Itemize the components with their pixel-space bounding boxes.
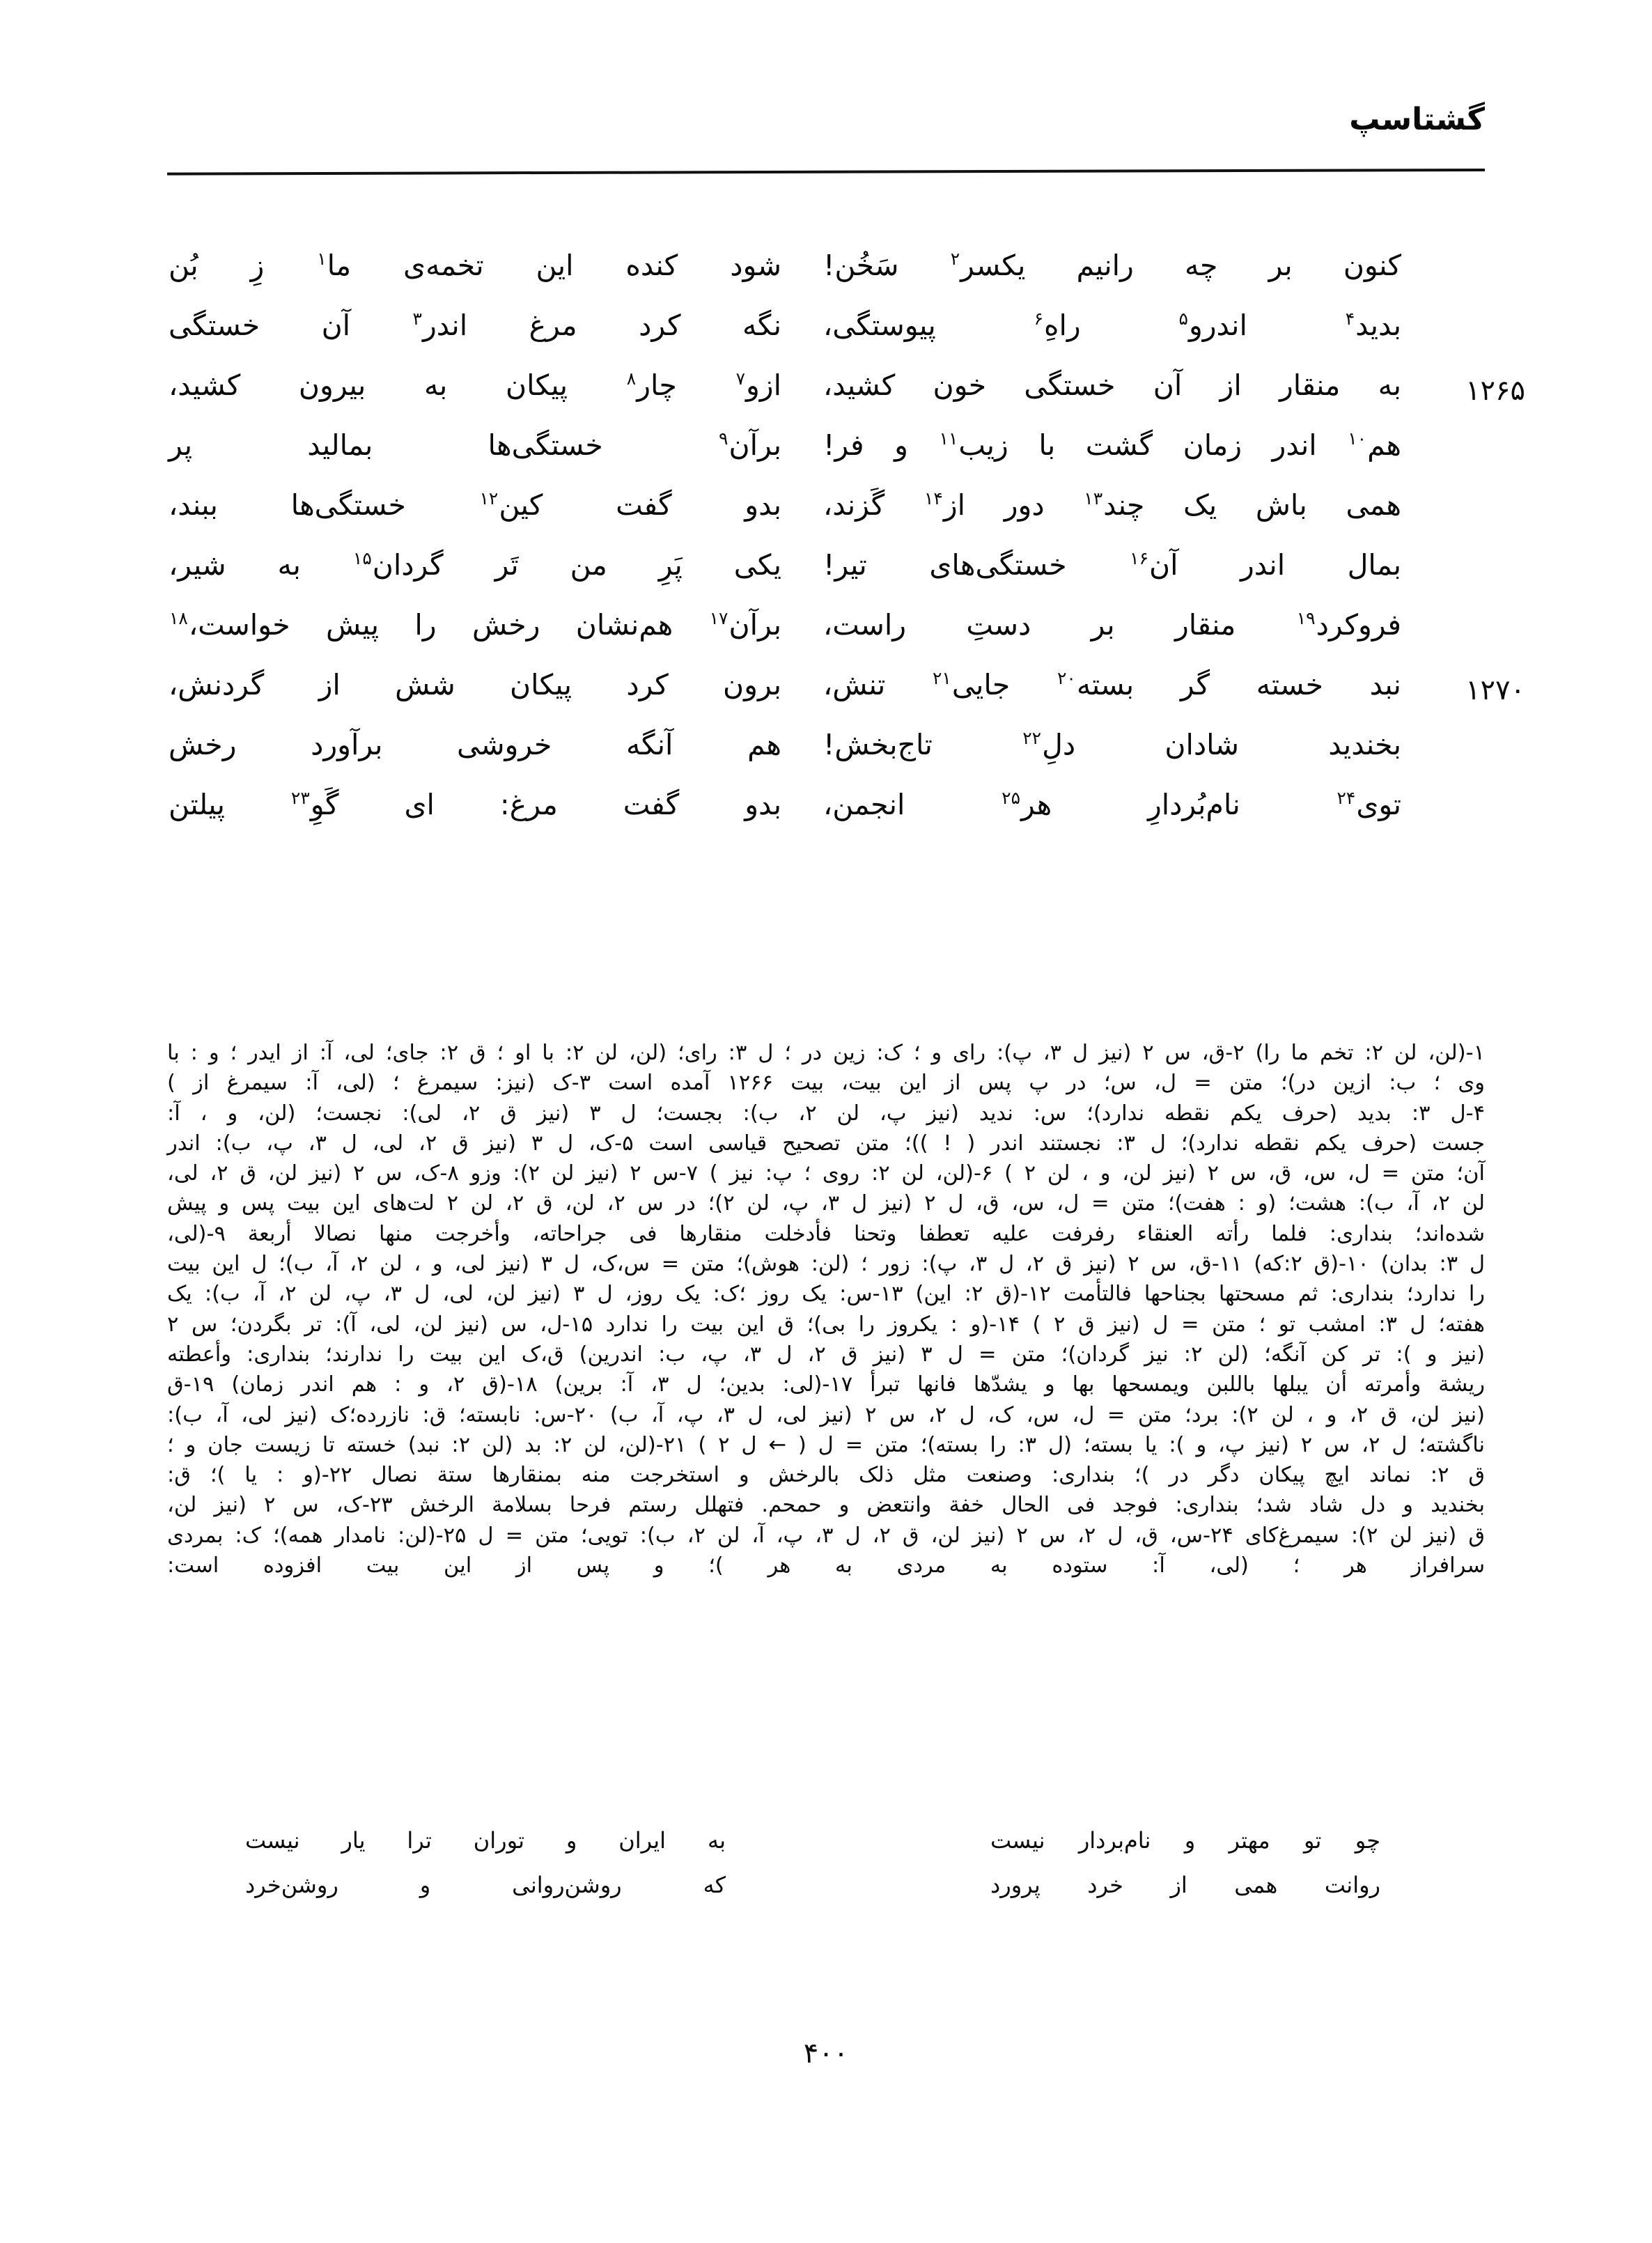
page-header <box>167 104 1485 181</box>
footnote-marker: ۴ <box>1345 309 1355 329</box>
verse-block <box>167 249 1525 850</box>
hemistich-text: بدو گفت مرغ: ای گَوِ <box>310 788 781 821</box>
footnote-marker: ۱۹ <box>1296 608 1316 629</box>
appended-hemistich-right: که روشن‌روانی و روشن‌خرد <box>245 1872 726 1898</box>
verse-row <box>167 430 1485 490</box>
verse-row <box>167 368 1525 430</box>
footnote-marker: ۲۵ <box>1002 788 1020 809</box>
hemistich-text: بدید <box>1355 309 1401 342</box>
hemistich-text: کنون بر چه رانیم یکسر <box>960 249 1402 282</box>
hemistich-right <box>169 251 781 281</box>
footnote-marker: ۹ <box>719 428 728 449</box>
page-number: ۴۰۰ <box>803 2038 849 2070</box>
footnote-marker: ۱۲ <box>479 488 499 509</box>
hemistich-left <box>823 610 1401 640</box>
hemistich-text: بخندید شادان دلِ <box>1042 728 1401 761</box>
footnote-marker: ۵ <box>1178 309 1188 329</box>
footnote-marker: ۱۸ <box>169 608 188 629</box>
hemistich-left <box>823 730 1401 760</box>
footnote-marker: ۱۳ <box>1084 488 1103 509</box>
footnote-marker: ۲۳ <box>290 788 310 809</box>
hemistich-mid: راهِ <box>1044 309 1178 342</box>
verse-row <box>167 550 1485 610</box>
hemistich-mid: چار <box>637 368 735 402</box>
hemistich-text: شود کنده این تخمه‌ی ما <box>327 249 781 282</box>
verse-number: ۱۲۶۵ <box>1465 375 1525 407</box>
apparatus-line: ل ۳: بدان) ۱۰-(ق ۲:که) ۱۱-ق، س ۲ (نیز ق ۲، ل ۳، پ): زور ؛ (لن: هوش)؛ متن = س،ک، ل ۳ (نیز لی، و ، لن ۲، آ، ب)؛ ل این بیت <box>167 1252 1486 1277</box>
hemistich-text: همی باش یک چند <box>1103 488 1401 522</box>
verse-row <box>167 311 1485 371</box>
apparatus-line: لن ۲، آ، ب): هشت؛ (و : هفت)؛ متن = ل، س، ق، ل ۲ (نیز ل ۳، پ، لن ۲)؛ در س ۲، لن، ق ۲، لن ۲ لت‌های این بیت پس و پیش <box>167 1191 1486 1216</box>
hemistich-left <box>823 490 1401 520</box>
footnote-marker: ۱۶ <box>1130 548 1148 569</box>
footnote-marker: ۲۲ <box>1022 728 1042 749</box>
verse-row <box>167 668 1525 730</box>
verse-row <box>167 490 1485 550</box>
hemistich-text: ازو <box>746 368 781 402</box>
footnote-marker: ۱۴ <box>924 488 943 509</box>
apparatus-line: هفته؛ ل ۳: امشب تو ؛ متن = ل (نیز ق ۲ ) ۱۴-(و : یکروز را بی)؛ ق این بیت را ندارد ۱۵-ل، س (نیز لن، لی، آ): تر بگردن؛ س ۲ <box>167 1312 1485 1337</box>
apparatus-line: بخندید و دل شاد شد؛ بنداری: فوجد فی الحال خفة وانتعض و حمحم. فتهلل رستم فرحا بسلامة الرخش ۲۳-ک، س ۲ (نیز لن، <box>167 1493 1485 1518</box>
footnote-marker: ۲۴ <box>1337 788 1356 809</box>
footnote-marker: ۲ <box>950 249 960 270</box>
hemistich-left <box>823 311 1401 341</box>
footnote-marker: ۷ <box>735 368 745 389</box>
hemistich-left <box>823 790 1401 820</box>
hemistich-tail: و فر! <box>823 428 939 462</box>
hemistich-right <box>169 550 781 580</box>
apparatus-line: جست (حرف یکم نقطه ندارد)؛ ل ۳: نجستند اندر ( ! ))؛ متن تصحیح قیاسی است ۵-ک، ل ۳ (نیز ق ۲، لی، ل ۳، پ، ب): اندر <box>167 1131 1486 1156</box>
hemistich-text: توی <box>1356 788 1401 821</box>
hemistich-right <box>169 311 781 341</box>
hemistich-mid: دور از <box>943 488 1084 522</box>
hemistich-mid: هم‌نشان رخش را پیش خواست، <box>188 608 709 642</box>
running-head-title: گشتاسپ <box>1349 102 1485 137</box>
apparatus-line: ۴-ل ۳: بدید (حرف یکم نقطه ندارد)؛ س: ندید (نیز پ، لن ۲، ب): بجست؛ ل ۳ (نیز ق ۲، لی): نجست؛ (لن، و ، آ: <box>167 1101 1486 1126</box>
footnote-marker: ۱۰ <box>1348 428 1367 449</box>
hemistich-mid: اندر زمان گشت با زیب <box>958 428 1348 462</box>
hemistich-tail: تاج‌بخش! <box>823 728 1022 761</box>
hemistich-text: بمال اندر آن <box>1149 548 1401 582</box>
apparatus-line: (نیز لن، ق ۲، و ، لن ۲): برد؛ متن = ل، س، ک، ل ۲، س ۲ (نیز لی، ل ۳، پ، آ، ب) ۲۰-س: نابسته؛ ق: نازرده؛ک (نیز لی، آ، ب): <box>167 1402 1485 1427</box>
hemistich-text: نگه کرد مرغ اندر <box>422 309 781 342</box>
apparatus-line: ق ۲: نماند ایچ پیکان دگر در )؛ بنداری: وصنعت مثل ذلک بالرخش و استخرجت منه بمنقارها ستة نصال ۲۲-(و : یا )؛ ق: <box>167 1463 1485 1488</box>
hemistich-text: به منقار از آن خستگی خون کشید، <box>823 368 1401 402</box>
footnote-marker: ۶ <box>1034 309 1043 329</box>
footnote-marker: ۱۷ <box>709 608 728 629</box>
hemistich-text: برون کرد پیکان شش از گردنش، <box>169 668 781 701</box>
footnote-marker: ۱۵ <box>352 548 372 569</box>
hemistich-tail: پیوستگی، <box>823 309 1034 342</box>
apparatus-line: سرافراز هر ؛ (لی، آ: ستوده به مردی به هر )؛ و پس از این بیت افزوده است: <box>167 1553 1485 1578</box>
apparatus-line: ریشة وأمرته أن یبلها باللبن ویمسحها بها و یشدّها فانها تبرأ ۱۷-(لی: بدین؛ ل ۳، آ: برین) ۱۸-(ق ۲، و : هم اندر زمان) ۱۹-ق <box>167 1372 1486 1397</box>
verse-row <box>167 730 1485 790</box>
hemistich-left <box>823 251 1401 281</box>
verse-row <box>167 610 1485 670</box>
appended-verse-row <box>167 1829 1485 1873</box>
hemistich-right <box>169 490 781 520</box>
hemistich-tail: خستگی‌های تیر! <box>823 548 1130 582</box>
apparatus-line: آن؛ متن = ل، س، ق، س ۲ (نیز لن، و ، لن ۲ ) ۶-(لن، لن ۲: روی ؛ پ: نیز ) ۷-س ۲ (نیز لن ۲): وزو ۸-ک، س ۲ (نیز لن، ق ۲، لی، <box>167 1161 1485 1186</box>
hemistich-text: هم <box>1367 428 1401 462</box>
hemistich-text: یکی پَرِ من تَر گردان <box>372 548 781 582</box>
footnote-marker: ۲۱ <box>932 668 951 689</box>
hemistich-right <box>169 730 781 760</box>
appended-hemistich-left: روانت همی از خرد پرورد <box>990 1872 1380 1898</box>
hemistich-tail: انجمن، <box>823 788 1002 821</box>
hemistich-tail: زِ بُن <box>169 249 317 282</box>
hemistich-tail: پیکان به بیرون کشید، <box>169 368 626 402</box>
hemistich-mid: نام‌بُردارِ هر <box>1021 788 1337 821</box>
hemistich-right <box>169 790 781 820</box>
footnote-marker: ۱۱ <box>939 428 958 449</box>
apparatus-line: وی ؛ ب: ازین در)؛ متن = ل، س؛ در پ پس از این بیت، بیت ۱۲۶۶ آمده است ۳-ک (نیز: سیمرغ ؛ (لی، آ: سیمرغ از ) <box>167 1071 1485 1096</box>
appended-hemistich-left: چو تو مهتر و نام‌بردار نیست <box>990 1827 1380 1854</box>
hemistich-tail: خستگی‌ها بمالید پر <box>169 428 719 462</box>
hemistich-text: نبد خسته گر بسته <box>1076 668 1401 701</box>
footnote-marker: ۸ <box>626 368 637 389</box>
hemistich-right <box>169 368 781 402</box>
apparatus-line: ناگشته؛ ل ۲، س ۲ (نیز پ، و ): یا بسته؛ (ل ۳: را بسته)؛ متن = ل ( ← ل ۲ ) ۲۱-(لن، لن ۲: بد (لن ۲: نبد) خسته تا زیست جان و ؛ <box>167 1432 1485 1457</box>
appended-hemistich-right: به ایران و توران ترا یار نیست <box>245 1827 726 1854</box>
verse-row <box>167 790 1485 850</box>
apparatus-line: شده‌اند؛ بنداری: فلما رأته العنقاء رفرفت علیه تعطفا وتحنا فأدخلت منقارها فی جراحاته، وأخرجت منها نصالا أربعة ۹-(لی، <box>167 1221 1485 1246</box>
verse-row <box>167 251 1485 311</box>
hemistich-text: برآن <box>728 608 781 642</box>
hemistich-left <box>823 430 1401 460</box>
hemistich-text: فروکرد <box>1316 608 1401 642</box>
hemistich-tail: پیلتن <box>169 788 290 821</box>
hemistich-text: بدو گفت کین <box>499 488 782 522</box>
hemistich-tail: آن خستگی <box>169 309 412 342</box>
footnote-marker: ۳ <box>412 309 422 329</box>
apparatus-line: ق (نیز لن ۲): سیمرغ‌کای ۲۴-س، ق، ل ۲، س ۲ (نیز لن، ق ۲، ل ۳، پ، آ، لن ۲، ب): تویی؛ متن = ل ۲۵-(لن: نامدار همه)؛ ک: بمردی <box>167 1523 1485 1548</box>
hemistich-tail: خستگی‌ها ببند، <box>169 488 479 522</box>
hemistich-right <box>169 670 781 700</box>
hemistich-left <box>823 670 1401 700</box>
apparatus-line: ۱-(لن، لن ۲: تخم ما را) ۲-ق، س ۲ (نیز ل ۳، پ): رای و ؛ ک: زین در ؛ ل ۳: رای؛ (لن، لن ۲: با او ؛ ق ۲: جای؛ لی، آ: از ایدر ؛ و : با <box>167 1041 1485 1065</box>
hemistich-tail: منقار بر دستِ راست، <box>823 608 1296 642</box>
hemistich-left <box>823 368 1401 402</box>
hemistich-right <box>169 610 781 640</box>
hemistich-mid: اندرو <box>1188 309 1345 342</box>
hemistich-left <box>823 550 1401 580</box>
footnote-marker: ۱ <box>317 249 327 270</box>
hemistich-text: هم آنگه خروشی برآورد رخش <box>169 728 781 761</box>
hemistich-text: برآن <box>728 428 781 462</box>
critical-apparatus <box>167 1038 1485 1581</box>
hemistich-tail: سَخُن! <box>823 249 950 282</box>
hemistich-mid: جایی <box>951 668 1057 701</box>
hemistich-right <box>169 430 781 460</box>
hemistich-tail: به شیر، <box>169 548 352 582</box>
appended-verses <box>167 1829 1485 1918</box>
apparatus-line: را ندارد؛ بنداری: ثم مسحتها بجناحها فالتأمت ۱۲-(ق ۲: این) ۱۳-س: یک روز ؛ک: یک روز، ل ۳ (نیز لن، لی، ل ۳، پ، لن ۲، آ، ب): یک <box>167 1282 1486 1307</box>
verse-number: ۱۲۷۰ <box>1465 674 1525 706</box>
footnote-marker: ۲۰ <box>1057 668 1076 689</box>
apparatus-line: (نیز و ): تر کن آنگه؛ (لن ۲: نیز گردان)؛ متن = ل ۳ (نیز ق ۲، ل ۳، پ، ب: اندرین) ق،ک این بیت را ندارند؛ بنداری: وأعطته <box>167 1342 1485 1367</box>
header-rule <box>167 169 1485 176</box>
hemistich-tail: تنش، <box>823 668 932 701</box>
hemistich-tail: گَزند، <box>823 488 924 522</box>
appended-verse-row <box>167 1873 1485 1918</box>
